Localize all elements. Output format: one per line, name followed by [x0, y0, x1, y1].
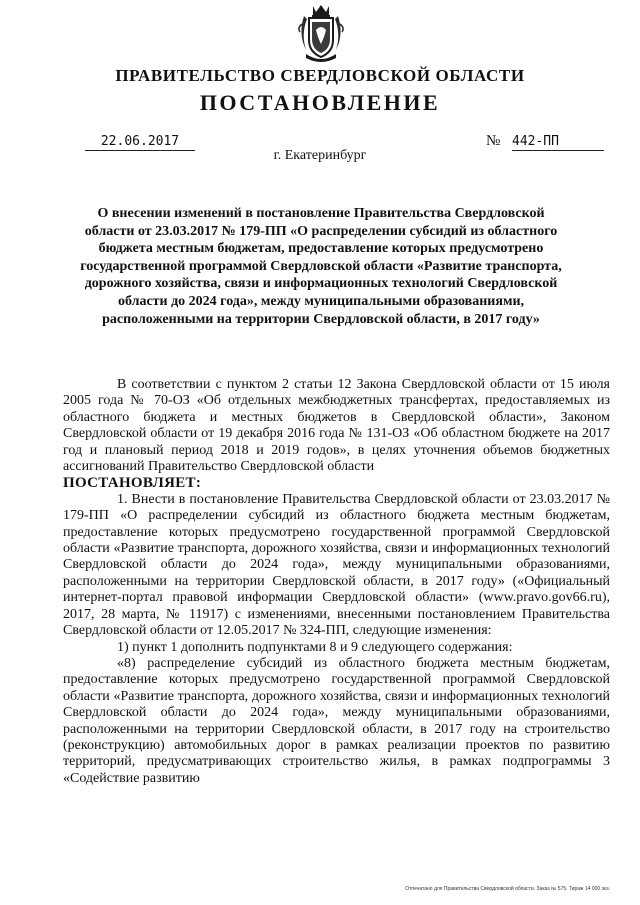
document-type: ПОСТАНОВЛЕНИЕ — [199, 90, 441, 115]
quote-8-paragraph: «8) распределение субсидий из областного бюджета местным бюджетам, предоставление которых предусмотрено государственной программой Свердловской области «Развитие транспорта, дорожного хозяйства, связи и информационных технологий Свердловской области до 2024 года», между муниципальными образованиями, расположенными на территории Свердловской области, в 2017 году на строительство (реконструкцию) автомобильных дорог в рамках реализации проектов по развитию территорий, предусматривающих строительство жилья, в рамках подпрограммы 3 «Содействие развитию — [63, 655, 610, 786]
document-date: 22.06.2017 — [85, 134, 195, 151]
document-body — [63, 377, 610, 787]
number-sign: № — [486, 133, 501, 149]
number-value: 442-ПП — [512, 134, 604, 151]
item-1-paragraph: 1. Внести в постановление Правительства Свердловской области от 23.03.2017 № 179-ПП «О распределении субсидий из областного бюджета местным бюджетам, предоставление которых предусмотрено государственной программой Свердловской области «Развитие транспорта, дорожного хозяйства, связи и информационных технологий Свердловской области до 2024 года», между муниципальными образованиями, расположенными на территории Свердловской области, в 2017 году» («Официальный интернет-портал правовой информации Свердловской области» (www.pravo.gov66.ru), 2017, 28 марта, № 11917) с изменениями, внесенными постановлением Правительства Свердловской области от 12.05.2017 № 324-ПП, следующие изменения: — [63, 491, 610, 639]
resolves-heading: ПОСТАНОВЛЯЕТ: — [63, 475, 202, 492]
city: г. Екатеринбург — [273, 148, 367, 163]
subitem-1-paragraph: 1) пункт 1 дополнить подпунктами 8 и 9 следующего содержания: — [117, 639, 513, 655]
preamble-paragraph: В соответствии с пунктом 2 статьи 12 Закона Свердловской области от 15 июля 2005 года № 70-ОЗ «Об отдельных межбюджетных трансфертах, предоставляемых из областного бюджета и местных бюджетов в Свердловской области», Законом Свердловской области от 19 декабря 2016 года № 131-ОЗ «Об областном бюджете на 2017 год и плановый период 2018 и 2019 годов», в целях уточнения объемов бюджетных ассигнований Правительство Свердловской области — [63, 377, 610, 475]
document-heading: О внесении изменений в постановление Правительства Свердловской области от 23.03.2017 № 179-ПП «О распределении субсидий из областного бюджета местным бюджетам, предоставление которых предусмотрено государственной программой Свердловской области «Развитие транспорта, дорожного хозяйства, связи и информационных технологий Свердловской области до 2024 года», между муниципальными образованиями, расположенными на территории Свердловской области, в 2017 году» — [80, 206, 562, 327]
government-title: ПРАВИТЕЛЬСТВО СВЕРДЛОВСКОЙ ОБЛАСТИ — [115, 66, 525, 85]
print-note: Отпечатано для Правительства Свердловской области. Заказ № 575. Тираж 14 000 экз. — [405, 886, 610, 892]
coat-of-arms-icon — [296, 4, 346, 64]
